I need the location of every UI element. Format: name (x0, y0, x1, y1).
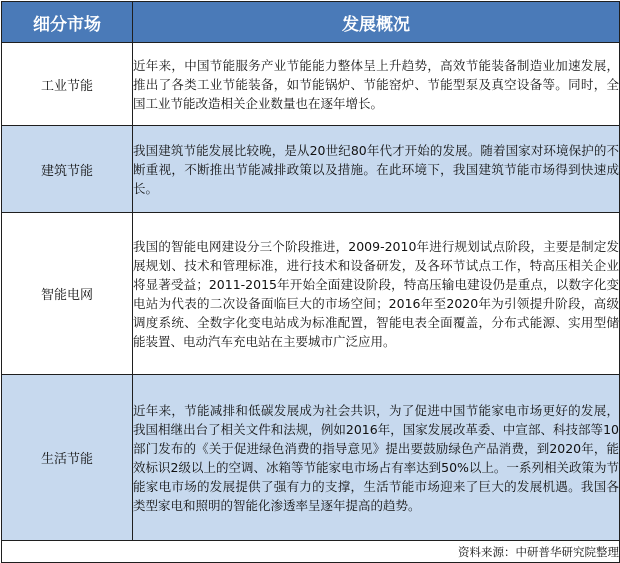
table-header-row (2, 2, 620, 43)
table-row (2, 375, 620, 541)
table-row (2, 43, 620, 126)
market-cell: 工业节能 (2, 43, 133, 126)
header-market: 细分市场 (2, 2, 133, 43)
market-cell: 生活节能 (2, 375, 133, 541)
source-row (2, 541, 620, 563)
header-overview: 发展概况 (133, 2, 620, 43)
market-cell: 智能电网 (2, 213, 133, 375)
overview-cell: 近年来，节能减排和低碳发展成为社会共识，为了促进中国节能家电市场更好的发展，我国相继出台了相关文件和法规，例如2016年，国家发展改革委、中宣部、科技部等10部门发布的《关于促进绿色消费的指导意见》提出要鼓励绿色产品消费，到2020年，能效标识2级以上的空调、冰箱等节能家电市场占有率达到50%以上。一系列相关政策为节能家电市场的发展提供了强有力的支撑，生活节能市场迎来了巨大的发展机遇。我国各类型家电和照明的智能化渗透率呈逐年提高的趋势。 (133, 375, 620, 541)
table-row (2, 213, 620, 375)
overview-cell: 我国建筑节能发展比较晚，是从20世纪80年代才开始的发展。随着国家对环境保护的不断重视，不断推出节能减排政策以及措施。在此环境下，我国建筑节能市场得到快速成长。 (133, 126, 620, 213)
market-cell: 建筑节能 (2, 126, 133, 213)
table-row (2, 126, 620, 213)
source-note: 资料来源：中研普华研究院整理 (2, 541, 620, 563)
overview-cell: 我国的智能电网建设分三个阶段推进，2009-2010年进行规划试点阶段，主要是制定发展规划、技术和管理标准，进行技术和设备研发，及各环节试点工作，特高压相关企业将显著受益；2011-2015年开始全面建设阶段，特高压输电建设仍是重点，以数字化变电站为代表的二次设备面临巨大的市场空间；2016年至2020年为引领提升阶段，高级调度系统、全数字化变电站成为标准配置，智能电表全面覆盖，分布式能源、实用型储能装置、电动汽车充电站在主要城市广泛应用。 (133, 213, 620, 375)
market-overview-table (1, 1, 620, 563)
overview-cell: 近年来，中国节能服务产业节能能力整体呈上升趋势，高效节能装备制造业加速发展，推出了各类工业节能装备，如节能锅炉、节能窑炉、节能型泵及真空设备等。同时，全国工业节能改造相关企业数量也在逐年增长。 (133, 43, 620, 126)
